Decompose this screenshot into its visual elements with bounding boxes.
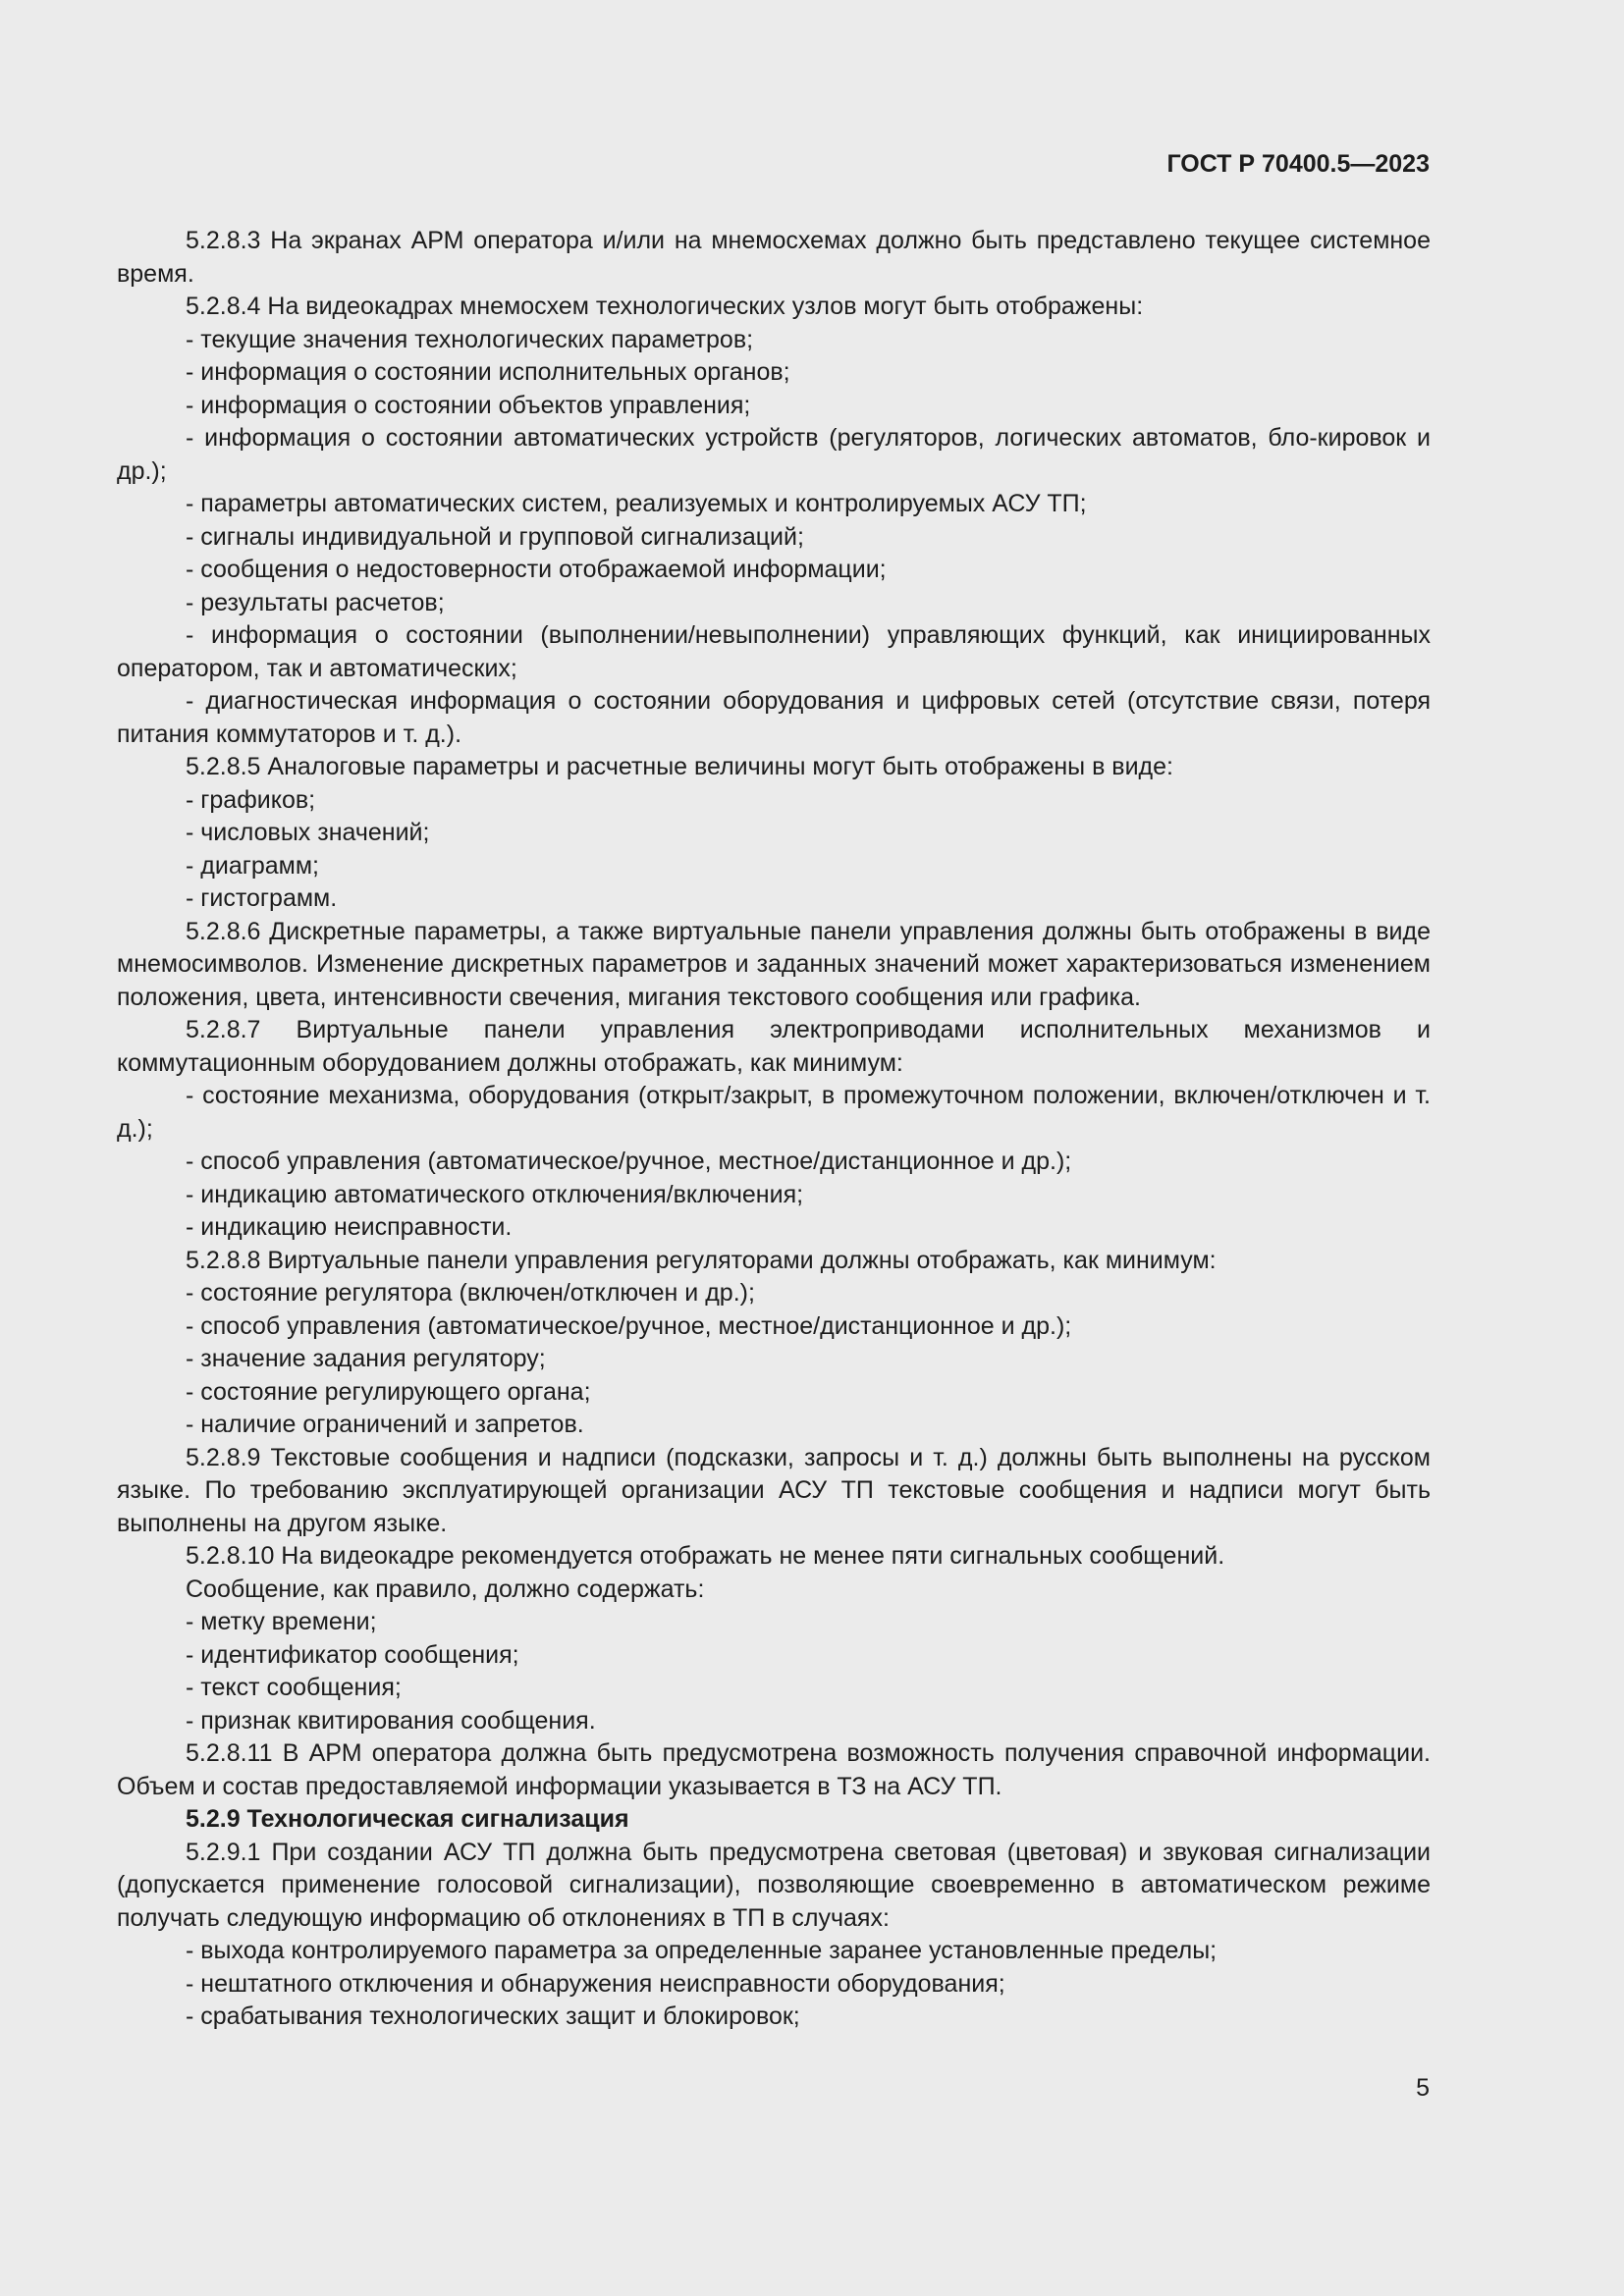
list-item: - способ управления (автоматическое/ручное, местное/дистанционное и др.);	[186, 1148, 1072, 1175]
list-item: - числовых значений;	[186, 819, 430, 846]
paragraph: 5.2.8.4 На видеокадрах мнемосхем технологических узлов могут быть отображены:	[186, 293, 1144, 320]
document-body	[117, 225, 1431, 2034]
paragraph: 5.2.8.11 В АРМ оператора должна быть предусмотрена возможность получения справочной информации. Объем и состав предоставляемой информации указывается в ТЗ на АСУ ТП.	[117, 1739, 1431, 1800]
paragraph: 5.2.8.3 На экранах АРМ оператора и/или на мнемосхемах должно быть представлено текущее системное время.	[117, 227, 1431, 288]
list-item: - параметры автоматических систем, реализуемых и контролируемых АСУ ТП;	[186, 490, 1087, 517]
list-item: - индикацию неисправности.	[186, 1213, 513, 1241]
paragraph: 5.2.8.10 На видеокадре рекомендуется отображать не менее пяти сигнальных сообщений.	[186, 1542, 1225, 1570]
list-item: - текст сообщения;	[186, 1674, 402, 1701]
document-code-header: ГОСТ Р 70400.5—2023	[1166, 150, 1430, 178]
list-item: - метку времени;	[186, 1608, 377, 1635]
list-item: - состояние механизма, оборудования (открыт/закрыт, в промежуточном положении, включен/отключен и т. д.);	[117, 1082, 1431, 1143]
list-item: - информация о состоянии объектов управления;	[186, 391, 751, 419]
paragraph: 5.2.9.1 При создании АСУ ТП должна быть предусмотрена световая (цветовая) и звуковая сигнализации (допускается применение голосовой сигнализации), позволяющие своевременно в автоматическом режиме получать следующую информацию об отклонениях в ТП в случаях:	[117, 1838, 1431, 1932]
list-item: - выхода контролируемого параметра за определенные заранее установленные пределы;	[186, 1937, 1218, 1964]
list-item: - диаграмм;	[186, 851, 319, 880]
list-item: - гистограмм.	[186, 884, 338, 912]
list-item: - результаты расчетов;	[186, 588, 445, 616]
list-item: - наличие ограничений и запретов.	[186, 1411, 584, 1438]
page-number: 5	[1416, 2074, 1430, 2102]
paragraph: Сообщение, как правило, должно содержать:	[186, 1575, 705, 1603]
list-item: - индикацию автоматического отключения/включения;	[186, 1180, 804, 1208]
list-item: - информация о состоянии автоматических устройств (регуляторов, логических автоматов, бло-кировок и др.);	[117, 424, 1431, 485]
list-item: - состояние регулятора (включен/отключен и др.);	[186, 1279, 755, 1307]
section-heading: 5.2.9 Технологическая сигнализация	[186, 1805, 629, 1833]
list-item: - диагностическая информация о состоянии оборудования и цифровых сетей (отсутствие связи, потеря питания коммутаторов и т. д.).	[117, 687, 1431, 748]
list-item: - признак квитирования сообщения.	[186, 1706, 596, 1735]
list-item: - информация о состоянии исполнительных органов;	[186, 358, 790, 386]
paragraph: 5.2.8.9 Текстовые сообщения и надписи (подсказки, запросы и т. д.) должны быть выполнены на русском языке. По требованию эксплуатирующей организации АСУ ТП текстовые сообщения и надписи могут быть выполнены на другом языке.	[117, 1443, 1431, 1537]
list-item: - графиков;	[186, 785, 316, 814]
list-item: - срабатывания технологических защит и блокировок;	[186, 2002, 800, 2030]
list-item: - текущие значения технологических параметров;	[186, 325, 754, 353]
paragraph: 5.2.8.6 Дискретные параметры, а также виртуальные панели управления должны быть отображены в виде мнемосимволов. Изменение дискретных параметров и заданных значений может характеризоваться изменением положения, цвета, интенсивности свечения, мигания текстового сообщения или графика.	[117, 917, 1431, 1011]
list-item: - идентификатор сообщения;	[186, 1640, 519, 1669]
paragraph: 5.2.8.5 Аналоговые параметры и расчетные величины могут быть отображены в виде:	[186, 753, 1173, 780]
list-item: - информация о состоянии (выполнении/невыполнении) управляющих функций, как инициированных оператором, так и автоматических;	[117, 621, 1431, 682]
paragraph: 5.2.8.8 Виртуальные панели управления регуляторами должны отображать, как минимум:	[186, 1246, 1217, 1274]
list-item: - сигналы индивидуальной и групповой сигнализаций;	[186, 522, 804, 551]
list-item: - сообщения о недостоверности отображаемой информации;	[186, 556, 887, 583]
list-item: - состояние регулирующего органа;	[186, 1377, 591, 1406]
list-item: - нештатного отключения и обнаружения неисправности оборудования;	[186, 1969, 1005, 1998]
list-item: - способ управления (автоматическое/ручное, местное/дистанционное и др.);	[186, 1311, 1072, 1340]
list-item: - значение задания регулятору;	[186, 1345, 546, 1372]
paragraph: 5.2.8.7 Виртуальные панели управления электроприводами исполнительных механизмов и коммутационным оборудованием должны отображать, как минимум:	[117, 1016, 1431, 1077]
